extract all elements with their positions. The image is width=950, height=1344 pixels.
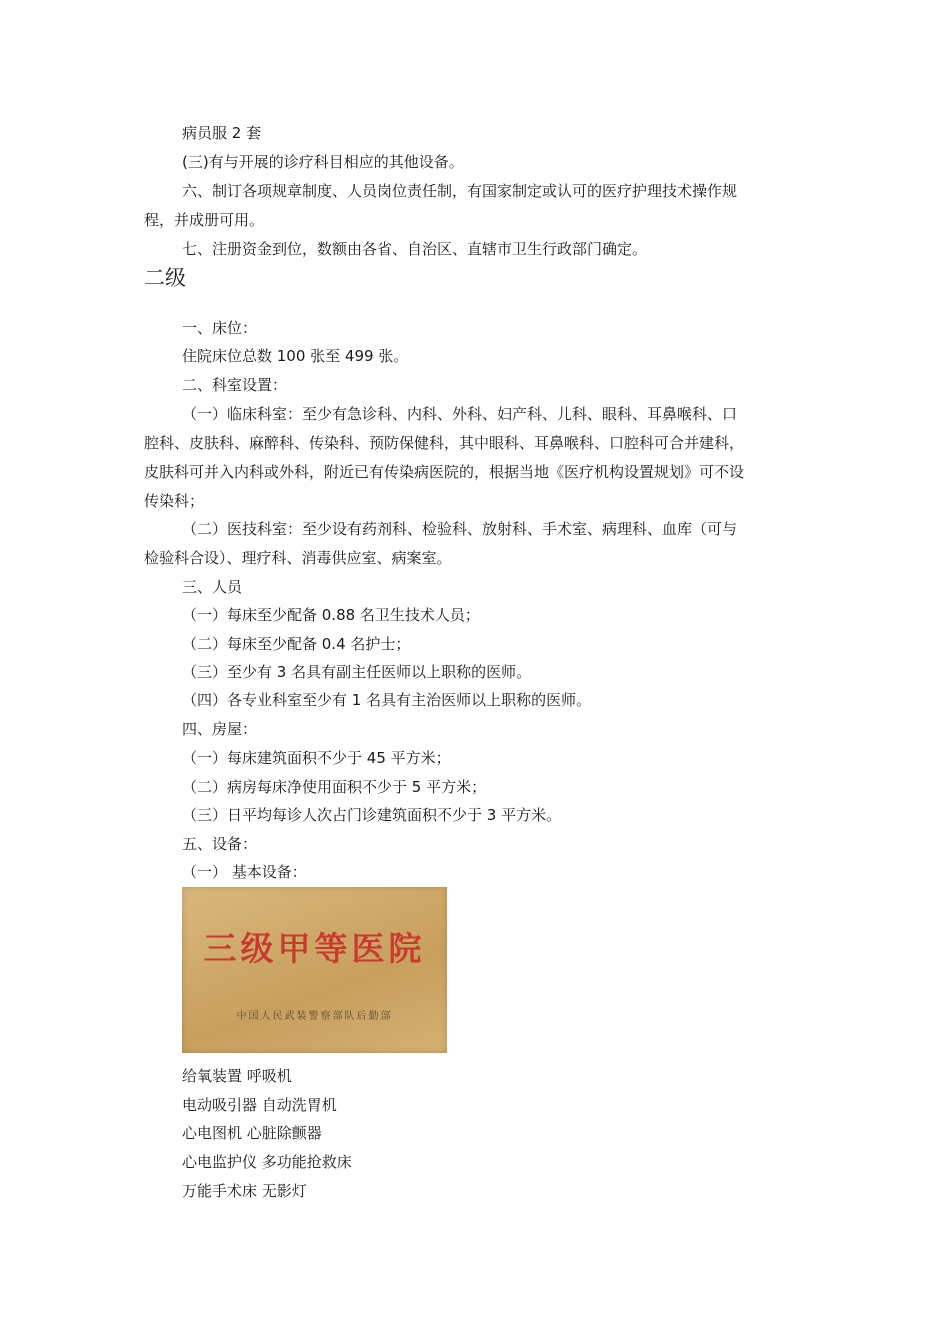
basic-equipment-heading: （一） 基本设备： <box>182 863 307 881</box>
equipment-item: 心电图机 心脏除颤器 <box>182 1124 322 1142</box>
beds-heading: 一、床位： <box>182 319 258 337</box>
staff-item: （一）每床至少配备 0.88 名卫生技术人员； <box>182 606 480 624</box>
clinical-line: 皮肤科可并入内科或外科，附近已有传染病医院的，根据当地《医疗机构设置规划》可不设 <box>144 463 745 481</box>
equipment-item: 心电监护仪 多功能抢救床 <box>182 1153 352 1171</box>
clinical-line: 传染科； <box>144 492 205 510</box>
staff-item: （三）至少有 3 名具有副主任医师以上职称的医师。 <box>182 663 532 681</box>
staff-item: （四）各专业科室至少有 1 名具有主治医师以上职称的医师。 <box>182 691 592 709</box>
plaque-subtitle: 中国人民武装警察部队后勤部 <box>236 1011 393 1022</box>
medtech-line: 检验科合设）、理疗科、消毒供应室、病案室。 <box>144 549 452 567</box>
clinical-line: （一）临床科室：至少有急诊科、内科、外科、妇产科、儿科、眼科、耳鼻喉科、口 <box>182 405 738 423</box>
beds-text: 住院床位总数 100 张至 499 张。 <box>182 347 409 365</box>
housing-item: （二）病房每床净使用面积不少于 5 平方米； <box>182 778 487 796</box>
equipment-item: 给氧装置 呼吸机 <box>182 1067 292 1085</box>
clinical-line: 腔科、皮肤科、麻醉科、传染科、预防保健科，其中眼科、耳鼻喉科、口腔科可合并建科， <box>144 434 745 452</box>
housing-item: （一）每床建筑面积不少于 45 平方米； <box>182 749 451 767</box>
text-line: 程，并成册可用。 <box>144 211 265 229</box>
equipment-item: 万能手术床 无影灯 <box>182 1182 307 1200</box>
plaque-title: 三级甲等医院 <box>203 929 426 968</box>
housing-heading: 四、房屋： <box>182 720 258 738</box>
equipment-heading: 五、设备： <box>182 835 258 853</box>
staff-heading: 三、人员 <box>182 578 243 596</box>
medtech-line: （二）医技科室：至少设有药剂科、检验科、放射科、手术室、病理科、血库（可与 <box>182 520 738 538</box>
hospital-plaque-image <box>182 887 447 1053</box>
staff-item: （二）每床至少配备 0.4 名护士； <box>182 635 411 653</box>
text-line: 六、制订各项规章制度、人员岗位责任制，有国家制定或认可的医疗护理技术操作规 <box>182 182 738 200</box>
housing-item: （三）日平均每诊人次占门诊建筑面积不少于 3 平方米。 <box>182 806 562 824</box>
section-heading: 二级 <box>144 266 186 290</box>
text-line: (三)有与开展的诊疗科目相应的其他设备。 <box>182 153 464 171</box>
text-line: 病员服 2 套 <box>182 124 262 142</box>
equipment-item: 电动吸引器 自动洗胃机 <box>182 1096 337 1114</box>
text-line: 七、注册资金到位，数额由各省、自治区、直辖市卫生行政部门确定。 <box>182 240 648 258</box>
depts-heading: 二、科室设置： <box>182 376 288 394</box>
